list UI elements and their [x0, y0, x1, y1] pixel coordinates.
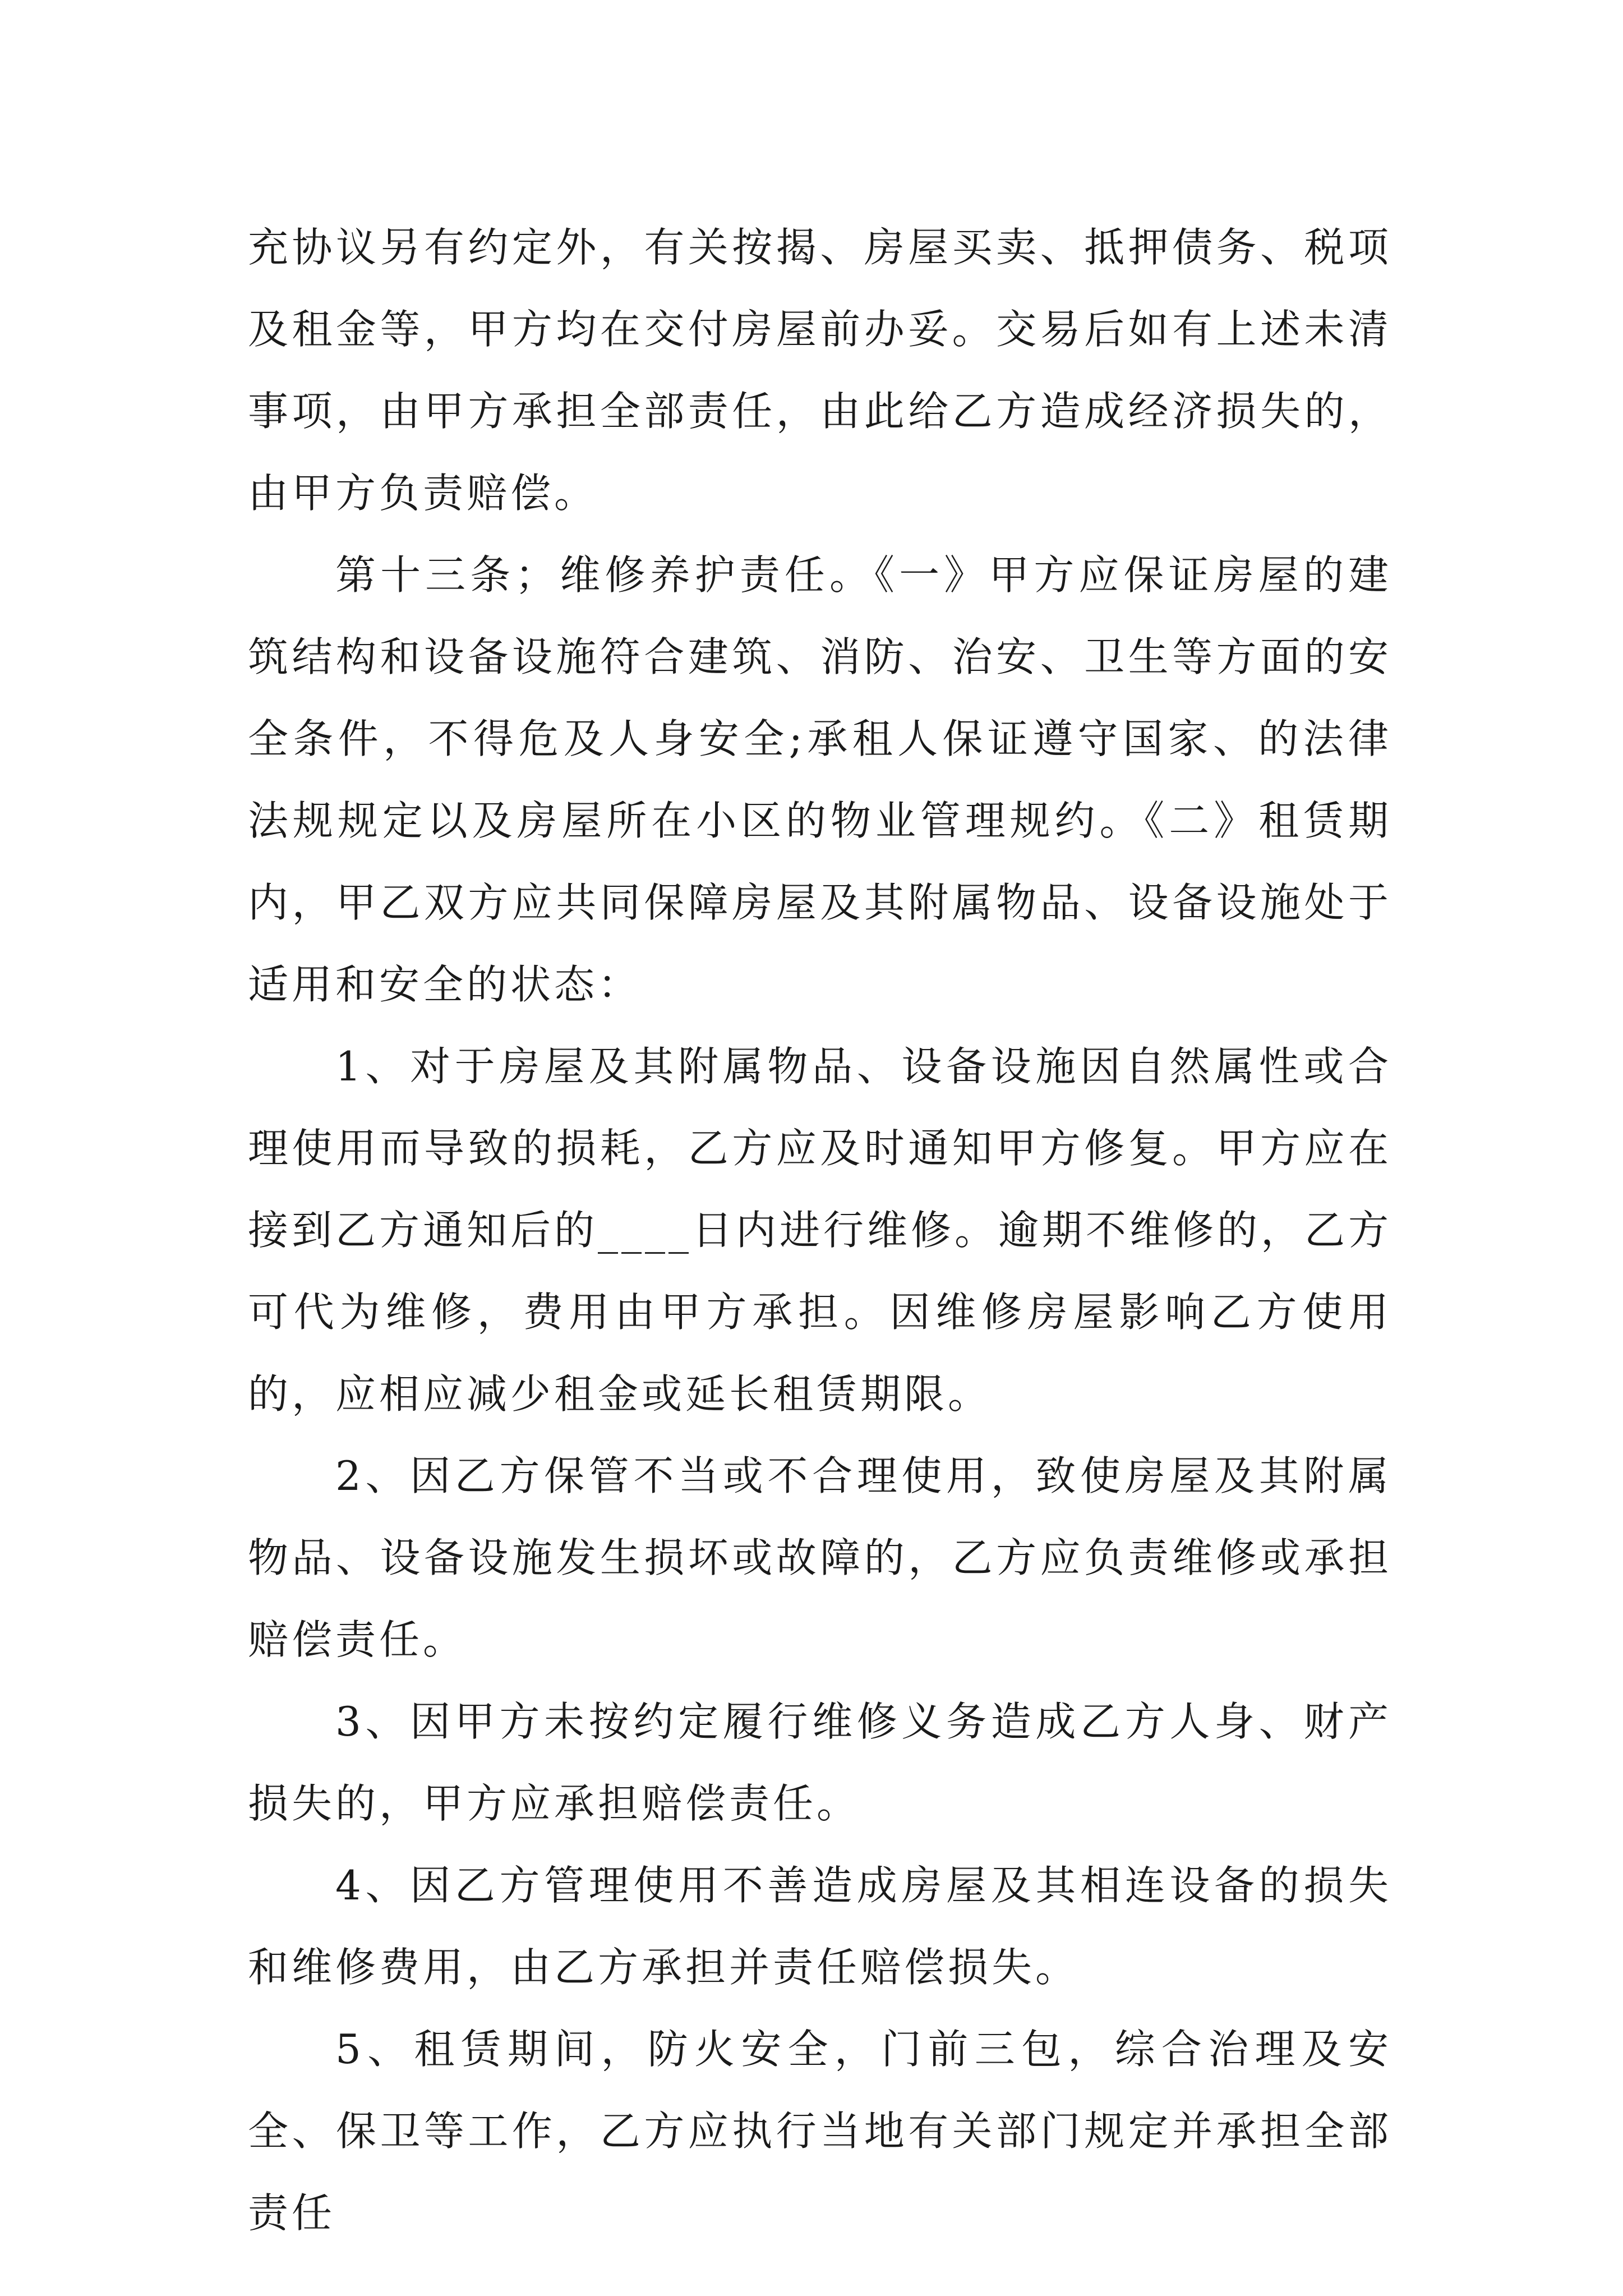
paragraph-item-1: 1、对于房屋及其附属物品、设备设施因自然属性或合理使用而导致的损耗，乙方应及时通知甲方修复。甲方应在接到乙方通知后的____日内进行维修。逾期不维修的，乙方可代为维修，费用由甲方承担。因维修房屋影响乙方使用的，应相应减少租金或延长租赁期限。 [248, 1043, 1393, 1418]
paragraph-continuation: 充协议另有约定外，有关按揭、房屋买卖、抵押债务、税项及租金等，甲方均在交付房屋前办妥。交易后如有上述未清事项，由甲方承担全部责任，由此给乙方造成经济损失的，由甲方负责赔偿。 [248, 224, 1392, 517]
paragraph-article-13: 第十三条；维修养护责任。《一》甲方应保证房屋的建筑结构和设备设施符合建筑、消防、治安、卫生等方面的安全条件，不得危及人身安全;承租人保证遵守国家、的法律法规规定以及房屋所在小区的物业管理规约。《二》租赁期内，甲乙双方应共同保障房屋及其附属物品、设备设施处于适用和安全的状态： [248, 551, 1392, 1008]
paragraph-item-2: 2、因乙方保管不当或不合理使用，致使房屋及其附属物品、设备设施发生损坏或故障的，乙方应负责维修或承担赔偿责任。 [248, 1452, 1392, 1663]
paragraph-item-4: 4、因乙方管理使用不善造成房屋及其相连设备的损失和维修费用，由乙方承担并责任赔偿损失。 [248, 1862, 1392, 1991]
document-body [248, 206, 1392, 2254]
paragraph-item-3: 3、因甲方未按约定履行维修义务造成乙方人身、财产损失的，甲方应承担赔偿责任。 [248, 1698, 1392, 1827]
paragraph-item-5: 5、租赁期间，防火安全，门前三包，综合治理及安全、保卫等工作，乙方应执行当地有关部门规定并承担全部责任 [248, 2026, 1392, 2237]
